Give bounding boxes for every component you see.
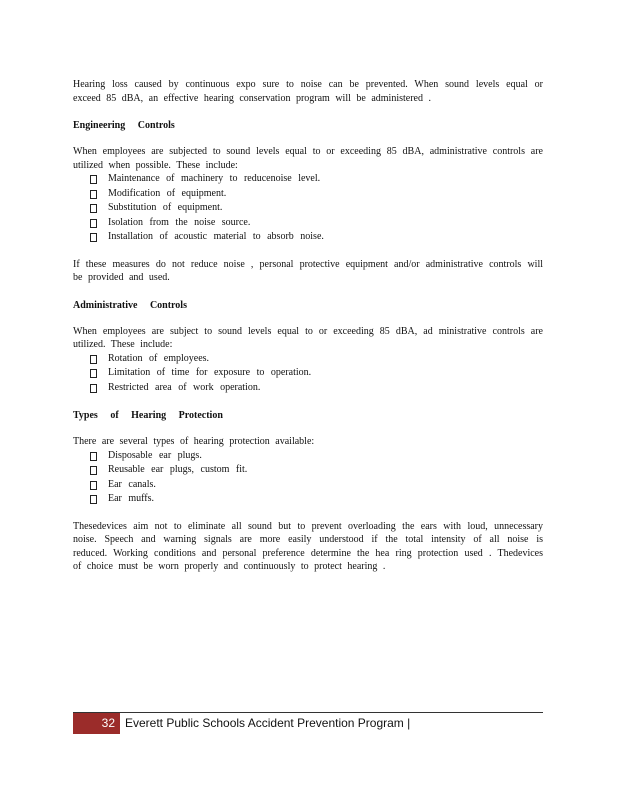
hearing-protection-heading: Types of Hearing Protection xyxy=(73,410,223,421)
list-item: Substitution of equipment. xyxy=(90,201,543,216)
bullet-icon xyxy=(90,190,97,199)
list-item: Restricted area of work operation. xyxy=(90,381,543,396)
engineering-controls-heading: Engineering Controls xyxy=(73,120,175,131)
bullet-icon xyxy=(90,384,97,393)
bullet-icon xyxy=(90,466,97,475)
bullet-icon xyxy=(90,452,97,461)
list-item: Installation of acoustic material to absorb noise. xyxy=(90,230,543,245)
list-item: Disposable ear plugs. xyxy=(90,449,543,464)
bullet-icon xyxy=(90,204,97,213)
administrative-list xyxy=(73,352,543,396)
page-content xyxy=(73,78,543,574)
list-item: Maintenance of machinery to reducenoise level. xyxy=(90,172,543,187)
list-item: Rotation of employees. xyxy=(90,352,543,367)
protection-lead-paragraph: There are several types of hearing protection available: xyxy=(73,436,315,447)
list-item: Ear muffs. xyxy=(90,492,543,507)
list-item: Reusable ear plugs, custom fit. xyxy=(90,463,543,478)
page-number: 32 xyxy=(73,713,120,734)
bullet-icon xyxy=(90,495,97,504)
footer-title: Everett Public Schools Accident Prevention Program | xyxy=(125,716,411,730)
bullet-icon xyxy=(90,355,97,364)
bullet-icon xyxy=(90,219,97,228)
protection-list xyxy=(73,449,543,507)
administrative-controls-heading: Administrative Controls xyxy=(73,299,187,311)
bullet-icon xyxy=(90,233,97,242)
bullet-icon xyxy=(90,481,97,490)
bullet-icon xyxy=(90,369,97,378)
list-item: Isolation from the noise source. xyxy=(90,216,543,231)
bullet-icon xyxy=(90,175,97,184)
engineering-list xyxy=(73,172,543,245)
engineering-after-paragraph: If these measures do not reduce noise , personal protective equipment and/or administrative controls will be provided and used. xyxy=(73,258,543,283)
engineering-lead-paragraph: When employees are subjected to sound levels equal to or exceeding 85 dBA, administrative controls are utilized when possible. These include: xyxy=(73,146,543,171)
list-item: Ear canals. xyxy=(90,478,543,493)
list-item: Limitation of time for exposure to operation. xyxy=(90,366,543,381)
protection-closing-paragraph: Thesedevices aim not to eliminate all sound but to prevent overloading the ears with loud, unnecessary noise. Speech and warning signals are more easily understood if the total intensity of all noise is reduced. Working conditions and personal preference determine the hea ring protection used . Thedevices of choice must be worn properly and continuously to protect hearing . xyxy=(73,520,543,572)
intro-paragraph: Hearing loss caused by continuous expo sure to noise can be prevented. When sound levels equal or exceed 85 dBA, an effective hearing conservation program will be administered . xyxy=(73,79,543,104)
administrative-lead-paragraph: When employees are subject to sound levels equal to or exceeding 85 dBA, ad ministrative controls are utilized. These include: xyxy=(73,325,543,350)
list-item: Modification of equipment. xyxy=(90,187,543,202)
